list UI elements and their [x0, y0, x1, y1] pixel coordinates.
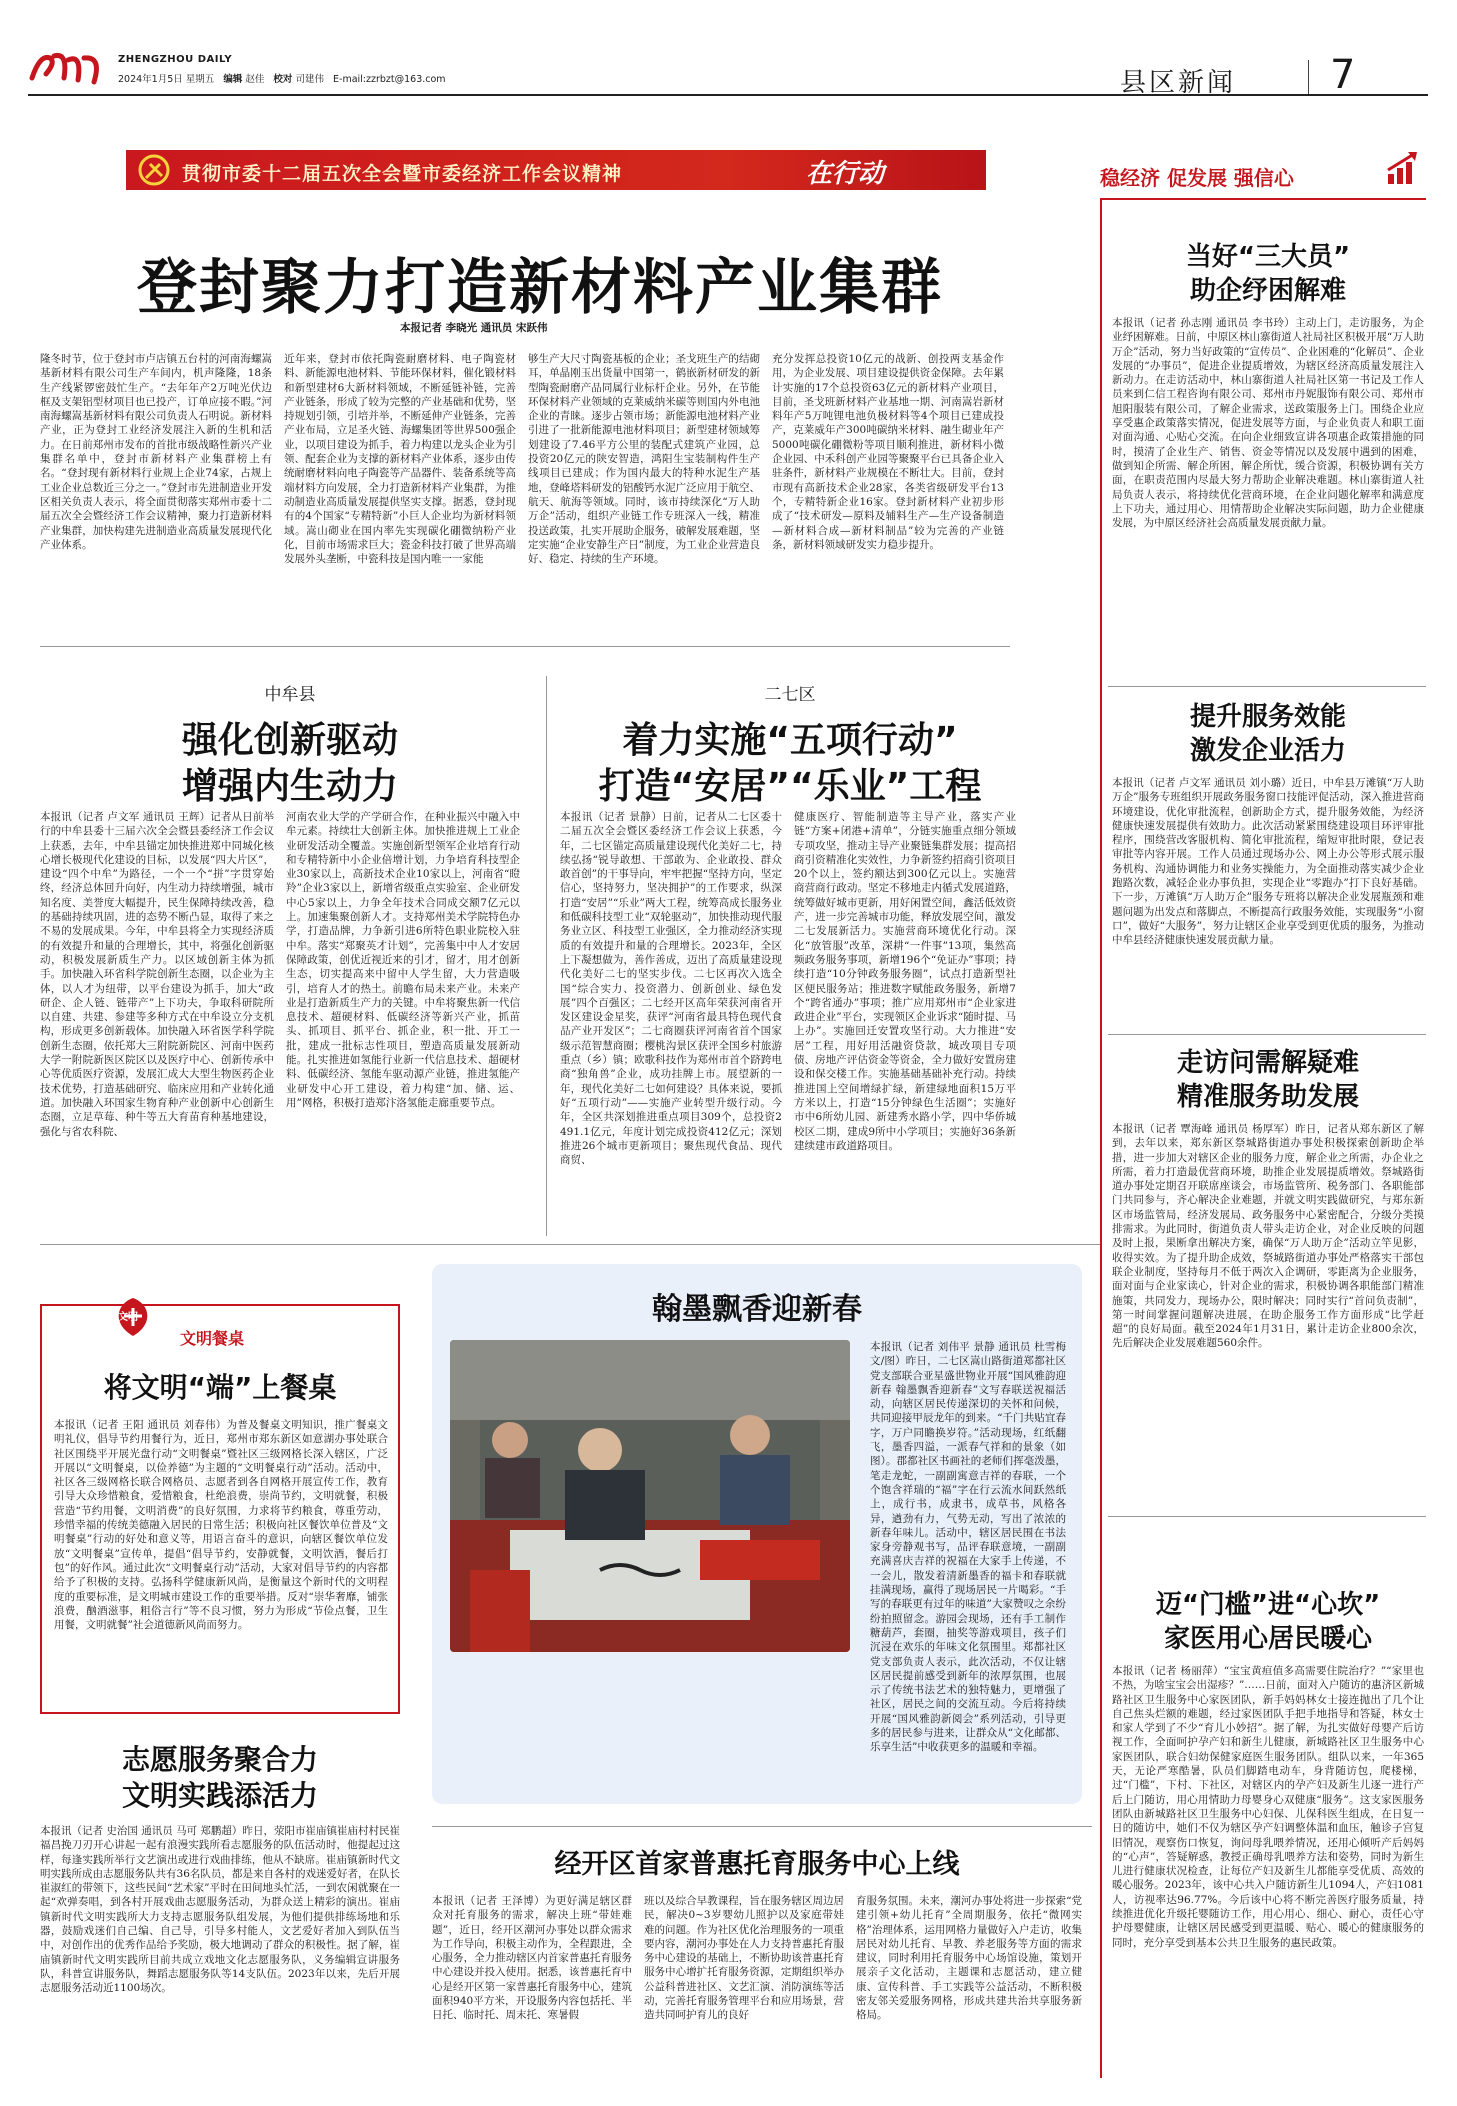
- right-a1-title-1: 当好“三大员”: [1185, 242, 1351, 272]
- jingkai-col-1: 本报讯（记者 王泽博）为更好满足辖区群众对托育服务的需求，解决上班“带娃难题”，近日，经开区潮河办事处以群众需求为工作导向，积极主动作为，全程跟进，全心服务，全力推动辖区内首家普惠托育服务中心建设并投入使用。据悉，该普惠托育中心是经开区第一家普惠托育服务中心，建筑面积940平方米，开设服务内容包括托、半日托、临时托、周末托、寒暑假: [432, 1895, 632, 2022]
- right-a1-body: 本报讯（记者 孙志刚 通讯员 李书玲）主动上门，走访服务，为企业纾困解难。日前，中原区林山寨街道人社局社区积极开展“万人助万企”活动，努力当好政策的“宣传员”、企业困难的“化解员”、企业发展的“办事员”，促进企业提质增效，为辖区经济高质量发展注入新动力。在走访活动中，林山寨街道人社局社区第一书记及工作人员来到仁信工程咨询有限公司、郑州市丹妮服饰有限公司、郑州市旭阳服装有限公司，了解企业需求，送政策服务上门。围绕企业应享受惠企政策落实情况，促进发展等方面，与企业负责人和职工面对面沟通、心贴心交流。在向企业细致宣讲各项惠企政策措施的同时，摸清了企业生产、销售、资金等情况以及发展中遇到的困难，做到知企所需、解企所困，解企所忧，缓合资源，积极协调有关方面，在职责范围内尽最大努力帮助企业解决难题。林山寨街道人社局负责人表示，将持续优化营商环境，在企业问题化解率和满意度上下功夫，通过用心、用情帮助企业解决实际问题，助力企业健康发展，为中原区经济社会高质量发展贡献力量。: [1112, 317, 1424, 530]
- page-number: 7: [1330, 52, 1356, 98]
- lead-byline: 本报记者 李晓光 通讯员 宋跃伟: [400, 322, 548, 334]
- right-a1-title-2: 助企纾困解难: [1189, 276, 1346, 306]
- lead-col-2: 近年来，登封市依托陶瓷耐磨材料、电子陶瓷材料、新能源电池材料、节能环保材料，催化锻材料和新型建材6大新材料领域，不断延链补链，完善产业链条，形成了较为完整的产业基础和优势，坚持规划引领，引培并举，不断延伸产业链条，完善产业布局，立足圣火链、海螺集团等世界500强企业，以项目建设为抓手，着力构建以龙头企业为引领、配套企业为支撑的新材料产业体系，逐步由传统耐磨材料向电子陶瓷等产品器件、装备系统等高端材料方向发展，全力打造新材料产业集群，为推动制造业高质量发展提供坚实支撑。据悉，登封现有的4个国家“专精特新”小巨人企业均为新材料领域。嵩山砌业在国内率先实现碳化硼微纳粉产业化，目前市场需求巨大；瓷金科技打破了世界高端发展外头垄断，中瓷科技是国内唯一一家能: [284, 353, 516, 566]
- section-name: 县区新闻: [1120, 68, 1237, 98]
- right-a4-title-2: 家医用心居民暖心: [1163, 1624, 1372, 1654]
- growth-arrow-icon: [1384, 148, 1424, 188]
- right-a4-title-1: 迈“门槛”进“心坎”: [1155, 1590, 1381, 1620]
- lead-col-3: 够生产大尺寸陶瓷基板的企业；圣戈班生产的结砌耳，单晶刚玉出货量中国第一，鹤嵌新材研发的新型陶瓷耐磨产品同属行业标杆企业。另外，在节能环保材料产业领域的克莱威纳米碳等则国内外电池企业的青睐。逐步占领市场；新能源电池材料产业引进了一批新能源电池材料项目；新型建材领域筹划建设了7.46平方公里的装配式建筑产业园，总投资20亿元的陕安智造，鸿阳生宝装制构件生产线项目已建成；作为国内最大的特种水泥生产基地，登峰塔料研发的铝酸钙水泥广泛应用于航空、航天、航海等领域。同时，该市持续深化“万人助万企”活动，组织产业链工作专班深入一线，精准投送政策，扎实开展助企服务，破解发展难题，坚定实施“企业安静生产日”制度，为工业企业营造良好、稳定、持续的生产环境。: [528, 353, 760, 566]
- lead-col-4: 充分发挥总投资10亿元的战新、创投两支基金作用，为企业发展、项目建设提供资金保障。去年累计实施的17个总投资63亿元的新材料产业项目，目前，圣戈班新材料产业基地一期、河南嵩岩新材料年产5万吨锂电池负极材料等4个项目已建成投产，克莱威年产300吨碳纳米材料、融生砌业年产5000吨碳化硼微粉等项目顺利推进，新材料小微企业园、中禾科创产业园等聚聚平台已具备企业入驻条件，新材料产业规模在不断壮大。目前，登封市现有高新技术企业28家，各类省级研发平台13个，专精特新企业16家。登封新材料产业初步形成了“技术研发—原料及辅料生产—生产设备制造—新材料合成—新材料制品”较为完善的产业链条，新材料领域研发实力稳步提升。: [772, 353, 1004, 551]
- lead-headline: 登封聚力打造新材料产业集群: [137, 253, 943, 323]
- section-header: [1120, 52, 1420, 100]
- paper-name-en: ZHENGZHOU DAILY: [118, 54, 233, 65]
- zhongmou-region: 中牟县: [264, 685, 316, 705]
- wenming-tag: 文明餐桌: [180, 1329, 245, 1348]
- banner-tag: 在行动: [806, 159, 885, 189]
- right-a2-title-2: 激发企业活力: [1189, 736, 1346, 766]
- right-slogan: 稳经济 促发展 强信心: [1100, 166, 1294, 190]
- zhongmou-col-1: 本报讯（记者 卢文军 通讯员 王辉）记者从日前举行的中牟县委十三届六次全会暨县委经济工作会议上获悉，去年，中牟县锚定加快推进郑中同城化核心增长极现代化建设的目标，以发展“四大片区”，建设“四个中牟”为路径，一个一个“拼”字贯穿始终，经济总体回升向好，内生动力持续增强，城市知名度、美誉度大幅提升，民生保障持续改善，稳的基础持续巩固，进的态势不断凸显，取得了来之不易的发展成果。今年，中牟县将全力实现经济质的有效提升和量的合理增长，其中，将强化创新驱动，积极发展新质生产力。以区域创新主体为抓手。加快融入环省科学院创新生态圈，以企业为主体，以人才为纽带，以平台建设为抓手，加大“政研企、企人链、链带产”上下功夫，争取科研院所以自建、共建、参建等多种方式在中牟设立分支机构，形成更多创新载体。加快融入环省医学科学院创新生态圈，依托郑大三附院新院区、河南中医药大学一附院新医区院区以及医疗中心、创新传承中心等优质医疗资源，发展汇成大大型生物医药企业技术优势，打造基础研究、临床应用和产业转化通道。加快融入环国家生物育种产业创新中心创新生态圈，立足草莓、种牛等五大育苗育种基地建设，强化与省农科院、: [40, 811, 274, 1138]
- jingkai-col-2: 班以及综合早教课程，旨在服务辖区周边居民，解决0~3岁婴幼儿照护以及家庭带娃难的问题。作为社区优化治理服务的一项重要内容，潮河办事处在人力支持普惠托育服务中心建设的基础上，不断协助该普惠托育服务中心增扩托育服务资源，定期组织举办公益科普进社区、文艺汇演、消防演练等活动，完善托育服务管理平台和应用场景，营造共同呵护育儿的良好: [644, 1895, 844, 2022]
- jingkai-title: 经开区首家普惠托育服务中心上线: [554, 1849, 960, 1880]
- masthead: [28, 44, 1058, 94]
- right-a3-body: 本报讯（记者 覃海峰 通讯员 杨厚军）昨日，记者从郑东新区了解到，去年以来，郑东新区祭城路街道办事处积极探索创新助企举措，进一步加大对辖区企业的服务力度，解企业之所需，办企业之所需，着力打造最优营商环境，助推企业发展提质增效。祭城路街道办事处定期召开联席座谈会，市场监管所、税务部门、各职能部门共同参与，齐心解决企业难题，并就文明实践做研究，与郑东新区市场监管局，经济发展局、政务服务中心紧密配合，分级分类摸排需求。为此同时，街道负责人带头走访企业，对企业反映的问题及时上报，果断拿出解决方案，确保“万人助万企”活动立竿见影，收得实效。为了提升助企成效，祭城路街道办事处严格落实干部包联企业制度，坚持每月不低于两次入企调研，零距离为企业服务，面对面与企业家读心，针对企业的需求，积极协调各职能部门精准施策，共同发力，现场办公，限时解决；同时实行“首问负责制”，第一时间掌握问题解决进展，在助企服务工作方面形成“比学赶超”的良好局面。截至2024年1月31日，累计走访企业800余次，先后解决企业发展难题560余件。: [1112, 1123, 1424, 1350]
- hanmo-caption: 本报讯（记者 刘伟平 景静 通讯员 杜雪梅 文/图）昨日，二七区嵩山路街道郑都社区党支部联合亚星盛世物业开展“国风雅韵迎新春 翰墨飘香迎新春”文写春联送祝福活动，向辖区居民传递深切的关怀和问候，共同迎接甲辰龙年的到来。“千门共贴宜春字，万户同瞻换岁符。”活动现场，红纸翻飞，墨香四溢，一派春气祥和的景象（如图）。郡都社区书画社的老师们挥毫泼墨，笔走龙蛇，一副副寓意吉祥的春联，一个个饱含祥瑞的“福”字在行云流水间跃然纸上，成行书，成隶书，成草书，风格各异，遒劲有力，气势无动，写出了浓浓的新春年味儿。活动中，辖区居民围在书法家身旁静观书写，品评春联意境，一副副充满喜庆吉祥的祝福在大家手上传递，不一会儿，散发着清新墨香的福卡和春联就挂满现场，赢得了现场居民一片喝彩。“手写的春联更有过年的味道”大家赞叹之余纷纷拍照留念。游园会现场，还有手工制作糖葫芦，套圈，抽奖等游戏项目，孩子们沉浸在欢乐的年味文化氛围里。郑都社区党支部负责人表示，此次活动，不仅让辖区居民提前感受到新年的浓厚氛围，也展示了传统书法艺术的独特魅力，更增强了社区，居民之间的交流互动。今后将持续开展“国风雅韵新阅会”系列活动，引导更多的居民参与进来，让群众从“文化邮都、乐享生活”中收获更多的温暖和幸福。: [870, 1341, 1066, 1754]
- paper-logo: [28, 48, 106, 88]
- hanmo-title: 翰墨飘香迎新春: [652, 1292, 862, 1327]
- right-a2-body: 本报讯（记者 卢文军 通讯员 刘小璐）近日，中牟县万滩镇“万人助万企”服务专班组织开展政务服务窗口技能评促活动，深入推进营商环境建设，优化审批流程，创新助企方式，提升服务效能，为经济健康快速发展提供有效助力。此次活动紧紧围绕建设项目环评审批程序，围绕营改客服机构、简化审批流程，缩短审批时限，登记表审批等内容开展。工作人员通过现场办公、网上办公等形式展示服务机构、沟通协调能力和业务实操能力，为全面推动落实减少企业跑路次数，减轻企业办事负担，实现企业“零跑办”打下良好基础。下一步，万滩镇“万人助万企”服务专班将以解决企业发展瓶颈和难题问题为出发点和落脚点，不断提高行政服务效能，实现服务“小窗口”，做好“大服务”，努力让辖区企业享受到更优质的服务，为推动中牟县经济健康快速发展贡献力量。: [1112, 777, 1424, 947]
- zhiyuan-body: 本报讯（记者 史治国 通讯员 马可 郑鹏超）昨日，荥阳市崔庙镇崔庙村村民崔福昌挽刀刃开心讲起一起有浪漫实践所看志愿服务的队伍活动时，他提起过这样，每逢实践所举行文艺演出或进行戏曲排练，他从不缺席。崔庙镇新时代文明实践所成由志愿服务队共有36名队员，都是来自各村的戏迷爱好者，在队长崔淑红的带领下，这些民间“艺术家”平时在田间地头忙活，一到农闲就聚在一起“欢弹奏唱，到各村开展戏曲志愿服务活动，为群众送上精彩的演出。崔庙镇新时代文明实践所大力支持志愿服务队组发展，为他们提供排练场地和乐器，鼓励戏迷们自己编、自己导，引导多村能人，文艺爱好者加入到队伍当中，对创作出的优秀作品给予奖励，极大地调动了群众的积极性。据了解，崔庙镇新时代文明实践所目前共成立戏地文化志愿服务队，义务编辑宣讲服务队，科普宣讲服务队，舞蹈志愿服务队等14支队伍。2023年以来，先后开展志愿服务活动近1100场次。: [40, 1825, 400, 1995]
- erqi-region: 二七区: [764, 685, 816, 705]
- proof-label: 校对: [273, 74, 293, 85]
- jingkai-col-3: 育服务氛围。未来，潮河办事处将进一步探索“党建引领+幼儿托育”全周期服务，依托“微网实格”治理体系，运用网格力量做好入户走访，收集居民对幼儿托育、早教、养老服务等方面的需求建议，同时利用托育服务中心场馆设施，策划开展亲子文化活动，主题课和志愿活动，建立健康、宣传科普、手工实践等公益活动，不断积极密友邻关爱服务网格，形成共建共治共享服务新格局。: [856, 1895, 1082, 2022]
- email: E-mail:zzrbzt@163.com: [333, 74, 446, 85]
- right-a2-title-1: 提升服务效能: [1189, 702, 1346, 732]
- erqi-title-2: 打造“安居”“乐业”工程: [598, 766, 982, 807]
- calligraphy-photo: [450, 1340, 850, 1652]
- zhongmou-title-1: 强化创新驱动: [181, 720, 398, 761]
- zhongmou-col-2: 河南农业大学的产学研合作，在种业振兴中融入中牟元素。持续壮大创新主体。加快推进规上工业企业研发活动全覆盖。实施创新型领军企业培育行动和专精特新中小企业倍增计划，力争培育科技型企业30家以上，高新技术企业10家以上，河南省“瞪羚”企业3家以上，新增省级重点实验室、企业研发中心5家以上，力争全年技术合同成交额7亿元以上。加速集聚创新人才。支持郑州美术学院特色办学，打造品牌，力争新引进6所特色职业院校入驻中牟。落实“郑聚英才计划”，完善集中中人才安居保障政策，创优近视近来的引才，留才，用才创新生态，切实提高来中留中人学生留，大力营造吸引，培育人才的热土。前瞻布局未来产业。未来产业是打造新质生产力的关键。中牟将聚焦新一代信息技术、超硬材料、低碳经济等新兴产业，抓苗头、抓项目、抓平台、抓企业，积一批、开工一批，建成一批标志性项目，塑造高质量发展新动能。扎实推进如氢能行业新一代信息技术、超硬材料、低碳经济、氢能车驱动源产业链，推进氢能产业研发中心开工建设，着力构建“加、储、运、用”网格，积极打造郑汴洛氢能走廊重要节点。: [286, 811, 520, 1109]
- right-a4-body: 本报讯（记者 杨丽萍）“宝宝黄疸值多高需要住院治疗？”“家里也不热，为啥宝宝会出湿疹？”……日前，面对入户随访的惠济区新城路社区卫生服务中心家医团队，新手妈妈林女士接连抛出了几个让自己焦头烂额的难题，经过家医团队手把手地指导和答疑，林女士和家人学到了不少“育儿小妙招”。据了解，为扎实做好母婴产后访视工作，全面呵护孕产妇和新生儿健康，新城路社区卫生服务中心家医团队，联合妇幼保健家庭医生服务团队。组队以来，一年365天，无论严寒酷暑，队员们脚踏电动车，身背随访包，爬楼梯，过“门槛”，下村、下社区，对辖区内的孕产妇及新生儿逐一进行产后上门随访，用心用情助力母婴身心双健康“服务”。这支家医服务团队由新城路社区卫生服务中心妇保、儿保科医生组成，在日复一日的随访中，她们不仅为辖区孕产妇调整体温和血压，触诊子宫复旧情况，观察伤口恢复，询问母乳喂养情况，还用心倾听产后妈妈的“心声”，答疑解惑，教授正确母乳喂养方法和姿势，同时为新生儿进行健康状况检查，让每位产妇及新生儿都能享受优质、高效的暖心服务。2023年，该中心共入户随访新生儿1094人，产妇1081人，访视率达96.77%。今后该中心将不断完善医疗服务质量，持续推进优化升级托婴随访工作，用心用心、细心、耐心，责任心守护母婴健康，让辖区居民感受到更温暖、贴心、暖心的健康服务的同时，充分享受到基本公共卫生服务的惠民政策。: [1112, 1665, 1424, 1949]
- wenming-title: 将文明“端”上餐桌: [103, 1371, 337, 1404]
- right-a3-title-2: 精准服务助发展: [1176, 1082, 1359, 1112]
- erqi-title-1: 着力实施“五项行动”: [622, 720, 958, 761]
- wenming-body: 本报讯（记者 王阳 通讯员 刘春伟）为普及餐桌文明知识，推广餐桌文明礼仪，倡导节约用餐行为，近日，郑州市郑东新区如意湖办事处联合社区围绕平开展光盘行动“文明餐桌”暨社区三级网格长深入辖区，广泛开展以“文明餐桌，以俭养德”为主题的“文明餐桌行动”活动。活动中，社区各三级网格长联合网格员、志愿者到各自网格开展宣传工作，教育引导大众珍惜粮食，爱惜粮食，杜绝浪费，崇尚节约，文明就餐，积极营造“节约用餐，文明消费”的良好氛围，力求将节约粮食，尊重劳动，珍惜幸福的传统美德融入居民的日常生活；积极向社区餐饮单位普及“文明餐桌”行动的好处和意义等，用语言奋斗的意识，向辖区餐饮单位发放“文明餐桌”宣传单，提倡“倡导节约，安静就餐，文明饮酒，餐后打包”的好作风。通过此次“文明餐桌行动”活动，大家对倡导节约的内容都给予了积极的支持。弘扬科学健康新风尚，是衡量这个新时代的文明程度的重要标准，是文明城市建设工作的重要举措。反对“崇华奢靡，铺张浪费，酗酒滋事，粗俗言行”等不良习惯，努力为形成“节俭点餐，卫生用餐，文明就餐”社会道德新风尚而努力。: [54, 1419, 388, 1632]
- zhiyuan-title-1: 志愿服务聚合力: [121, 1743, 318, 1776]
- dateline-row: [118, 71, 446, 85]
- banner-text: 贯彻市委十二届五次全会暨市委经济工作会议精神: [182, 163, 623, 185]
- party-emblem-icon: [136, 152, 172, 188]
- hanmo-caption-below: [450, 1664, 850, 1788]
- editor-name: 赵佳: [245, 74, 265, 85]
- proofer-name: 司建伟: [295, 74, 324, 85]
- editor-label: 编辑: [223, 74, 243, 85]
- wenming-logo-text: 文明: [118, 1312, 138, 1323]
- section-divider: [1308, 60, 1309, 94]
- zhiyuan-title-2: 文明实践添活力: [121, 1779, 318, 1812]
- erqi-col-2: 健康医疗、智能制造等主导产业，落实产业链“方案+闭港+清单”，分链实施重点细分领域专项攻坚，推动主导产业聚链集群发展；提高招商引资精准化实效性，力争新签约招商引资项目20个以上，签约额达到300亿元以上。实施营商营商行政动。坚定不移地走内循式发展道路，统筹做好城市更新，用好闲置空间，鑫活低效资产，进一步完善城市功能，释放发展空间，激发二七发展新活力。实施营商环境优化行动。深化“放管服”改革，深耕“一件事”13项，集然高频政务服务事项，新增196个“免证办”事项；持续打造“10分钟政务服务圈”，试点打造新型社区便民服务站；推进数字赋能政务服务，新增7个“跨省通办”事项；推广应用郑州市“企业家进政进企业”平台，实现领区企业诉求“随时提、马上办”。实施回迁安置攻坚行动。大力推进“安居”工程，用好用活融资贷款，城改项目专项债、房地产评估资金等资金，全力做好安置房建设和保交楼工作。实施基础基础补充行动。持续推进国上空间增绿扩绿，新建绿地面积15万平方米以上，打造“15分钟绿色生活圈”；实施好市中6所幼儿园、新建秀水路小学，四中华侨城校区二期，建成9所中小学项目；实施好36条新建续建市政道路项目。: [794, 811, 1016, 1152]
- dateline: 2024年1月5日 星期五: [118, 74, 215, 85]
- zhongmou-title-2: 增强内生动力: [181, 766, 398, 807]
- lead-col-1: 隆冬时节，位于登封市卢店镇五台村的河南海螺嵩基新材料有限公司生产车间内，机声隆隆，18条生产线紧锣密鼓忙生产。“去年年产2万吨光伏边框及支架铝型材项目也已投产，订单应接不暇。”河南海螺嵩基新材料有限公司负责人石明说。新材料产业，正为登封工业经济发展注入新的生机和活力。在日前郑州市发布的首批市级战略性新兴产业集群名单中，登封市新材料产业集群榜上有名。“登封现有新材料行业规上企业74家，占规上工业企业总数近三分之一。”登封市先进制造业开发区相关负责人表示，将全面贯彻落实郑州市委十二届五次全会暨经济工作会议精神，聚力打造新材料产业集群，加快构建先进制造业高质量发展现代化产业体系。: [40, 353, 272, 551]
- campaign-banner: [126, 150, 986, 190]
- erqi-col-1: 本报讯（记者 景静）日前，记者从二七区委十二届五次全会暨区委经济工作会议上获悉，今年，二七区锚定高质量建设现代化美好二七，持续弘扬“锐导敢想、干部敢为、企业敢投、群众敢首创”的干事导向，牢牢把握“坚持方向，坚定信心，坚持努力，坚决拥护”的工作要求，纵深打造“安居”“乐业”两大工程，统筹高成长服务业和低碳科技型工业“双轮驱动”，加快推动现代服务业立区、科技型工业强区，全力推动经济实现质的有效提升和量的合理增长。2023年，全区上下凝想做为，善作善成，迈出了高质量建设现代化美好二七的坚实步伐。二七区再次入选全国“综合实力、投资潜力、创新创业、绿色发展”四个百强区；二七经开区高年荣获河南省开发区建设金星奖，获评“河南省最具特色现代食品产业开发区”；二七商圈获评河南省首个国家级示范智慧商圈；樱桃沟景区获评全国乡村旅游重点（乡）镇；欧歌科技作为郑州市首个跻跨电商“独角兽”企业，成功挂牌上市。展望新的一年，现代化美好二七如何建设？具体来说，要抓好“五项行动”——实施产业转型升级行动。今年，全区共深划推进重点项目309个，总投资2491.1亿元，年度计划完成投资412亿元；深划推进26个城市更新项目；聚焦现代食品、现代商贸、: [560, 811, 782, 1167]
- right-a3-title-1: 走访问需解疑难: [1176, 1048, 1359, 1078]
